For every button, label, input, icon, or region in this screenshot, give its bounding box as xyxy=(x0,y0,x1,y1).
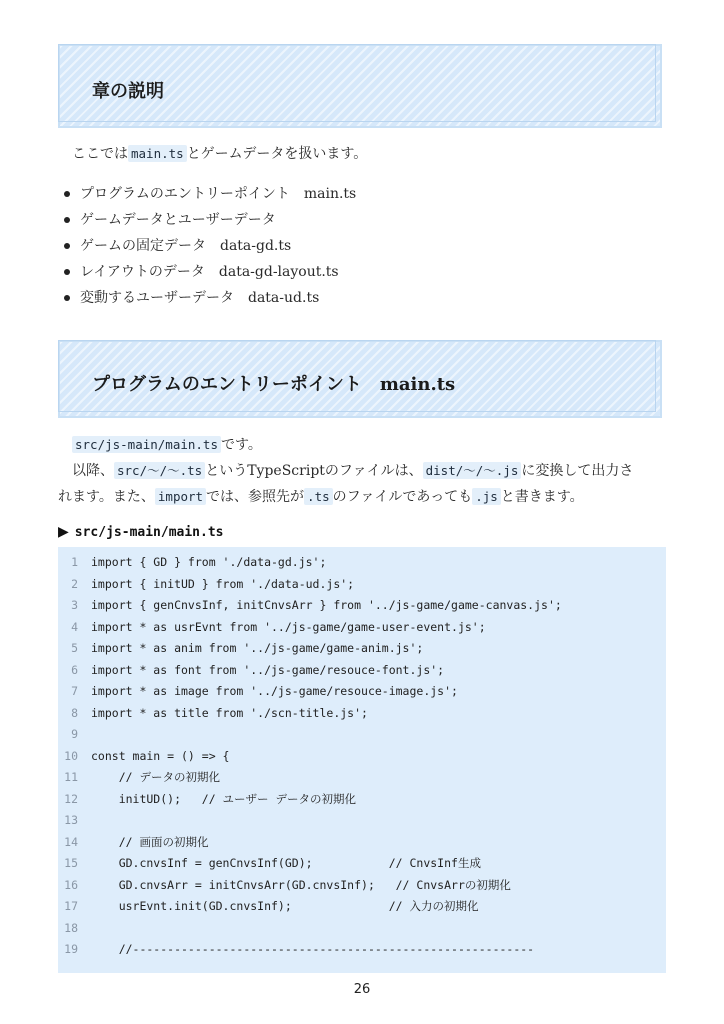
line-number: 16 xyxy=(64,877,78,892)
code-text: import { GD } from './data-gd.js'; xyxy=(91,555,327,569)
inline-code: .ts xyxy=(304,488,333,505)
code-text: import * as image from '../js-game/resouce-image.js'; xyxy=(91,684,458,698)
line-number: 17 xyxy=(64,899,78,913)
paragraph-text: に変換して出力さ xyxy=(521,463,634,479)
code-text: import * as anim from '../js-game/game-anim.js'; xyxy=(91,641,424,655)
line-number: 2 xyxy=(71,576,78,591)
bullet-list xyxy=(58,181,356,311)
intro-paragraph xyxy=(72,141,367,167)
code-block xyxy=(58,547,666,973)
code-line xyxy=(58,918,666,940)
code-line xyxy=(58,810,666,832)
code-line xyxy=(58,746,666,768)
code-line xyxy=(58,660,666,682)
line-number: 12 xyxy=(64,791,78,806)
line-number: 13 xyxy=(64,813,78,827)
code-text: import * as font from '../js-game/resouce-font.js'; xyxy=(91,662,445,677)
inline-code: dist/～/～.js xyxy=(423,462,522,479)
line-number: 18 xyxy=(64,920,78,935)
paragraph-text: と書きます。 xyxy=(500,489,584,505)
paragraph-text: のファイルであっても xyxy=(332,489,473,505)
code-line xyxy=(58,617,666,639)
intro-text: ここでは xyxy=(72,146,128,162)
triangle-right-icon: ▶ xyxy=(58,524,69,540)
list-item: プログラムのエントリーポイント main.ts xyxy=(58,181,356,207)
code-line xyxy=(58,767,666,789)
code-block-title xyxy=(58,524,224,540)
code-text: // データの初期化 xyxy=(91,770,220,784)
line-number: 11 xyxy=(64,770,78,784)
paragraph-text: です。 xyxy=(221,437,262,453)
line-number: 8 xyxy=(71,705,78,720)
paragraph-text: では、参照先が xyxy=(206,489,305,505)
inline-code: src/～/～.ts xyxy=(114,462,205,479)
list-item: 変動するユーザーデータ data-ud.ts xyxy=(58,285,356,311)
page-number: 26 xyxy=(353,982,371,997)
code-line xyxy=(58,724,666,746)
code-line xyxy=(58,681,666,703)
line-number: 7 xyxy=(71,684,78,698)
code-line xyxy=(58,595,666,617)
line-number: 14 xyxy=(64,834,78,849)
code-text: import * as usrEvnt from '../js-game/game-user-event.js'; xyxy=(91,619,486,634)
line-number: 1 xyxy=(71,555,78,569)
section-heading: 章の説明 xyxy=(92,81,164,102)
code-text: import { genCnvsInf, initCnvsArr } from '../js-game/game-canvas.js'; xyxy=(91,598,562,612)
code-text: import * as title from './scn-title.js'; xyxy=(91,705,368,720)
file-paragraph xyxy=(72,432,262,458)
code-line xyxy=(58,552,666,574)
code-file-name: src/js-main/main.ts xyxy=(74,525,224,540)
code-text: import { initUD } from './data-ud.js'; xyxy=(91,576,355,591)
section-heading-box xyxy=(58,44,662,128)
line-number: 19 xyxy=(64,942,78,956)
line-number: 15 xyxy=(64,856,78,870)
inline-code: import xyxy=(155,488,206,505)
code-text: usrEvnt.init(GD.cnvsInf); // 入力の初期化 xyxy=(91,899,479,913)
code-text: const main = () => { xyxy=(91,748,230,763)
code-text: // 画面の初期化 xyxy=(91,834,209,849)
line-number: 9 xyxy=(71,727,78,741)
code-line xyxy=(58,896,666,918)
list-item: ゲームデータとユーザーデータ xyxy=(58,207,356,233)
section-heading: プログラムのエントリーポイント main.ts xyxy=(92,374,456,395)
code-line xyxy=(58,875,666,897)
line-number: 3 xyxy=(71,598,78,612)
code-text: //---------------------------------------------------------- xyxy=(91,942,535,956)
line-number: 4 xyxy=(71,619,78,634)
line-number: 5 xyxy=(71,641,78,655)
code-text: initUD(); // ユーザー データの初期化 xyxy=(91,791,356,806)
code-text: GD.cnvsInf = genCnvsInf(GD); // CnvsInf生成 xyxy=(91,856,481,870)
line-number: 10 xyxy=(64,748,78,763)
paragraph-text: れます。また、 xyxy=(58,489,155,505)
inline-code: src/js-main/main.ts xyxy=(72,436,221,453)
code-line xyxy=(58,638,666,660)
inline-code: main.ts xyxy=(128,145,187,162)
paragraph-text: 以降、 xyxy=(72,463,114,479)
code-line xyxy=(58,832,666,854)
line-number: 6 xyxy=(71,662,78,677)
list-item: レイアウトのデータ data-gd-layout.ts xyxy=(58,259,356,285)
code-text: GD.cnvsArr = initCnvsArr(GD.cnvsInf); // CnvsArrの初期化 xyxy=(91,877,511,892)
paragraph-text: というTypeScriptのファイルは、 xyxy=(205,463,423,479)
section-heading-box xyxy=(58,340,662,418)
inline-code: .js xyxy=(472,488,501,505)
code-line xyxy=(58,789,666,811)
code-line xyxy=(58,703,666,725)
conversion-paragraph xyxy=(72,458,633,484)
list-item: ゲームの固定データ data-gd.ts xyxy=(58,233,356,259)
intro-text: とゲームデータを扱います。 xyxy=(186,146,368,162)
import-paragraph xyxy=(58,484,584,510)
code-line xyxy=(58,853,666,875)
code-line xyxy=(58,574,666,596)
code-line xyxy=(58,939,666,961)
